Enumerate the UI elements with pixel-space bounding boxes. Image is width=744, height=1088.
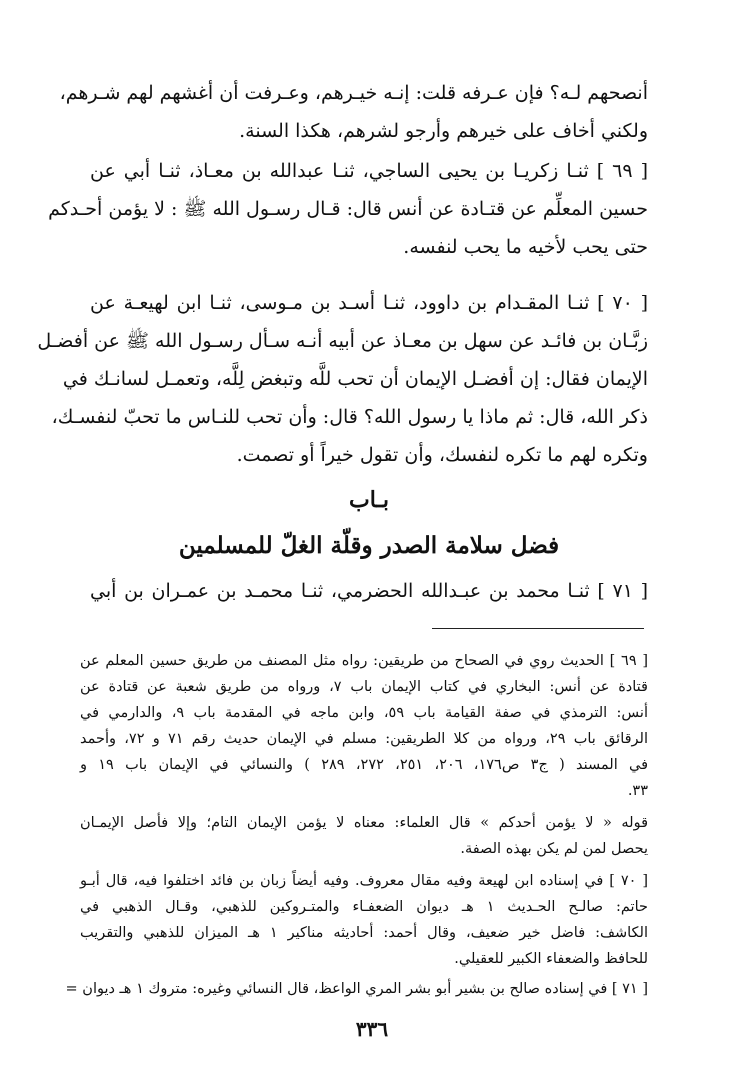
page-number: ٣٣٦	[355, 1017, 389, 1041]
footnote-line: حاتم: صالـح الحـديث ١ هـ ديوان الضعفـاء والمتـروكين للذهبي، وقـال الذهبي في	[80, 899, 648, 915]
footnote-line: ٣٣.	[627, 783, 648, 799]
footnote-separator	[432, 628, 644, 629]
hadith-70-line-2: زبَّـان بن فائـد عن سهل بن معـاذ عن أبيه أنـه سـأل رسـول الله ﷺ عن أفضـل	[37, 330, 648, 352]
footnote-line: الكاشف: فاضل خير ضعيف، وقال أحمد: أحاديثه مناكير ١ هـ الميزان للذهبي والتقريب	[80, 925, 648, 941]
hadith-69-line-3: حتى يحب لأخيه ما يحب لنفسه.	[403, 236, 648, 258]
footnote-line: [ ٧١ ] في إسناده صالح بن بشير أبو بشر المري الواعظ، قال النسائي وغيره: متروك ١ هـ ديوان =	[65, 981, 648, 997]
hadith-71-line-1: [ ٧١ ] ثنـا محمد بن عبـدالله الحضرمي، ثنـا محمـد بن عمـران بن أبي	[90, 580, 648, 602]
hadith-70-line-3: الإيمان فقال: إن أفضـل الإيمان أن تحب للَّه وتبغض لِلَّه، وتعمـل لسانـك في	[62, 368, 648, 390]
footnote-line: قوله « لا يؤمن أحدكم » قال العلماء: معناه لا يؤمن الإيمان التام؛ وإلا فأصل الإيمـان	[80, 815, 648, 831]
footnote-line: [ ٦٩ ] الحديث روي في الصحاح من طريقين: رواه مثل المصنف من طريق حسين المعلم عن	[80, 653, 648, 669]
main-text-line-2: ولكني أخاف على خيرهم وأرجو لشرهم، هكذا السنة.	[239, 120, 648, 142]
hadith-69-line-2: حسين المعلِّم عن قتـادة عن أنس قال: قـال رسـول الله ﷺ : لا يؤمن أحـدكم	[48, 198, 648, 220]
footnote-line: يحصل لمن لم يكن بهذه الصفة.	[460, 841, 648, 857]
hadith-70-line-4: ذكر الله، قال: ثم ماذا يا رسول الله؟ قال: وأن تحب للنـاس ما تحبّ لنفسـك،	[51, 406, 648, 428]
footnote-line: أنس: الترمذي في صفة القيامة باب ٥٩، وابن ماجه في المقدمة باب ٩، والدارمي في	[80, 705, 648, 721]
chapter-title: فضل سلامة الصدر وقلّة الغلّ للمسلمين	[178, 532, 560, 559]
footnote-line: قتادة عن أنس: البخاري في كتاب الإيمان باب ٧، ورواه من طريق شعبة عن قتادة عن	[80, 679, 648, 695]
footnote-line: للحافظ والضعفاء الكبير للعقيلي.	[454, 951, 648, 967]
footnote-line: الرقائق باب ٢٩، ورواه من كلا الطريقين: مسلم في الإيمان حديث رقم ٧١ و ٧٢، وأحمد	[80, 731, 648, 747]
main-text-line-1: أنصحهم لـه؟ فإن عـرفه قلت: إنـه خيـرهم، وعـرفت أن أغشهم لهم شـرهم،	[59, 82, 648, 104]
footnote-line: في المسند ( ج٣ ص١٧٦، ٢٠٦، ٢٥١، ٢٧٢، ٢٨٩ ) والنسائي في الإيمان باب ١٩ و	[80, 757, 648, 773]
hadith-69-line-1: [ ٦٩ ] ثنـا زكريـا بن يحيى الساجي، ثنـا عبدالله بن معـاذ، ثنـا أبي عن	[90, 160, 648, 182]
hadith-70-line-5: وتكره لهم ما تكره لنفسك، وأن تقول خيراً أو تصمت.	[236, 444, 648, 466]
hadith-70-line-1: [ ٧٠ ] ثنـا المقـدام بن داوود، ثنـا أسـد بن مـوسى، ثنـا ابن لهيعـة عن	[90, 292, 648, 314]
footnote-line: [ ٧٠ ] في إسناده ابن لهيعة وفيه مقال معروف. وفيه أيضاً زبان بن فائد اختلفوا فيه، قال أبـو	[80, 873, 648, 889]
chapter-label: بـاب	[349, 487, 389, 513]
